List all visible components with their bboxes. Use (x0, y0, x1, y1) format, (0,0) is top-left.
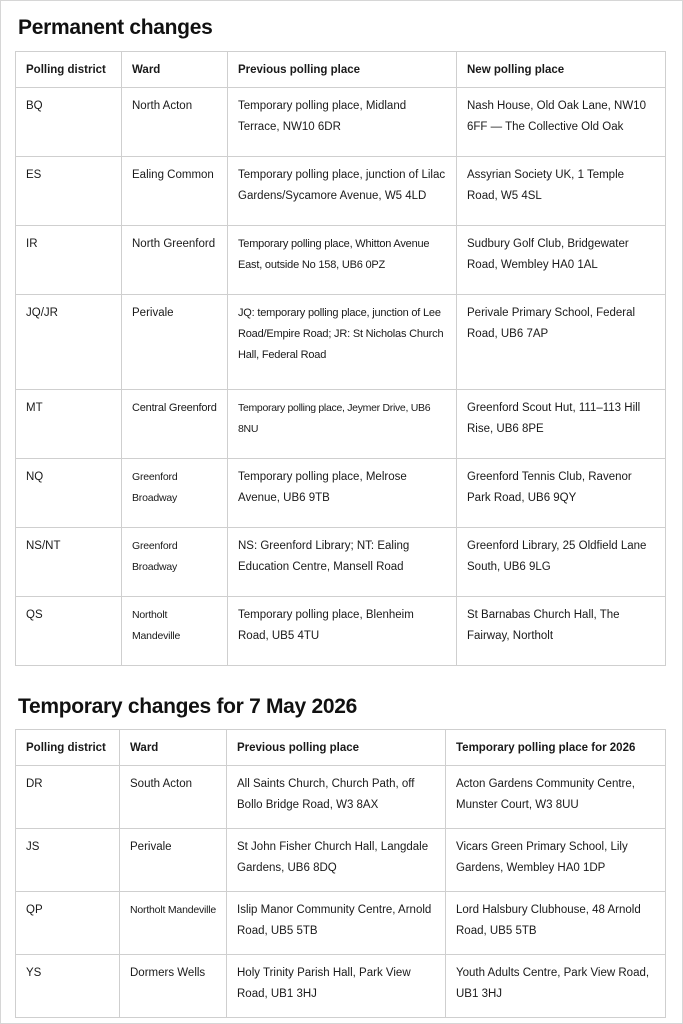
cell-ward: Northolt Mandeville (120, 892, 227, 955)
cell-new: Greenford Tennis Club, Ravenor Park Road, UB6 9QY (457, 459, 666, 528)
table-row (16, 528, 666, 597)
cell-new: Greenford Scout Hut, 111–113 Hill Rise, UB6 8PE (457, 390, 666, 459)
cell-new: Vicars Green Primary School, Lily Gardens, Wembley HA0 1DP (446, 829, 666, 892)
cell-ward: Greenford Broadway (122, 528, 228, 597)
cell-new: Perivale Primary School, Federal Road, UB6 7AP (457, 295, 666, 390)
table-row (16, 955, 666, 1018)
cell-previous: Islip Manor Community Centre, Arnold Road, UB5 5TB (227, 892, 446, 955)
cell-new: Sudbury Golf Club, Bridgewater Road, Wembley HA0 1AL (457, 226, 666, 295)
cell-previous: Holy Trinity Parish Hall, Park View Road, UB1 3HJ (227, 955, 446, 1018)
table-row (16, 829, 666, 892)
table-row (16, 157, 666, 226)
table-row (16, 88, 666, 157)
table-row (16, 766, 666, 829)
cell-previous: Temporary polling place, Midland Terrace, NW10 6DR (228, 88, 457, 157)
cell-new: Youth Adults Centre, Park View Road, UB1 3HJ (446, 955, 666, 1018)
cell-new: Acton Gardens Community Centre, Munster Court, W3 8UU (446, 766, 666, 829)
temporary-changes-heading: Temporary changes for 7 May 2026 (18, 695, 357, 718)
cell-district: ES (16, 157, 122, 226)
cell-district: DR (16, 766, 120, 829)
cell-previous: All Saints Church, Church Path, off Bollo Bridge Road, W3 8AX (227, 766, 446, 829)
cell-district: QP (16, 892, 120, 955)
cell-district: NS/NT (16, 528, 122, 597)
table-row (16, 892, 666, 955)
cell-district: YS (16, 955, 120, 1018)
table-row (16, 295, 666, 390)
permanent-changes-heading: Permanent changes (18, 16, 213, 39)
cell-ward: Northolt Mandeville (122, 597, 228, 666)
header-polling-district: Polling district (16, 52, 122, 88)
cell-district: NQ (16, 459, 122, 528)
table-header-row (16, 730, 666, 766)
cell-previous: NS: Greenford Library; NT: Ealing Education Centre, Mansell Road (228, 528, 457, 597)
cell-previous: Temporary polling place, junction of Lilac Gardens/Sycamore Avenue, W5 4LD (228, 157, 457, 226)
header-previous-polling-place: Previous polling place (228, 52, 457, 88)
cell-district: IR (16, 226, 122, 295)
cell-new: Assyrian Society UK, 1 Temple Road, W5 4SL (457, 157, 666, 226)
cell-previous: St John Fisher Church Hall, Langdale Gardens, UB6 8DQ (227, 829, 446, 892)
cell-new: Nash House, Old Oak Lane, NW10 6FF — The Collective Old Oak (457, 88, 666, 157)
cell-ward: South Acton (120, 766, 227, 829)
cell-district: JS (16, 829, 120, 892)
permanent-changes-table (15, 51, 666, 666)
cell-new: Lord Halsbury Clubhouse, 48 Arnold Road, UB5 5TB (446, 892, 666, 955)
header-polling-district: Polling district (16, 730, 120, 766)
cell-ward: Central Greenford (122, 390, 228, 459)
cell-new: St Barnabas Church Hall, The Fairway, Northolt (457, 597, 666, 666)
cell-previous: JQ: temporary polling place, junction of Lee Road/Empire Road; JR: St Nicholas Church Hall, Federal Road (228, 295, 457, 390)
temporary-changes-table (15, 729, 666, 1018)
cell-previous: Temporary polling place, Jeymer Drive, UB6 8NU (228, 390, 457, 459)
cell-new: Greenford Library, 25 Oldfield Lane South, UB6 9LG (457, 528, 666, 597)
header-temporary-polling-place: Temporary polling place for 2026 (446, 730, 666, 766)
cell-ward: Perivale (122, 295, 228, 390)
table-row (16, 459, 666, 528)
cell-district: BQ (16, 88, 122, 157)
header-new-polling-place: New polling place (457, 52, 666, 88)
cell-ward: Ealing Common (122, 157, 228, 226)
cell-district: QS (16, 597, 122, 666)
cell-previous: Temporary polling place, Blenheim Road, UB5 4TU (228, 597, 457, 666)
table-row (16, 390, 666, 459)
header-ward: Ward (120, 730, 227, 766)
cell-district: MT (16, 390, 122, 459)
cell-district: JQ/JR (16, 295, 122, 390)
table-row (16, 597, 666, 666)
cell-previous: Temporary polling place, Melrose Avenue, UB6 9TB (228, 459, 457, 528)
cell-ward: Dormers Wells (120, 955, 227, 1018)
header-ward: Ward (122, 52, 228, 88)
cell-ward: Perivale (120, 829, 227, 892)
table-header-row (16, 52, 666, 88)
cell-ward: Greenford Broadway (122, 459, 228, 528)
table-row (16, 226, 666, 295)
cell-ward: North Greenford (122, 226, 228, 295)
cell-previous: Temporary polling place, Whitton Avenue East, outside No 158, UB6 0PZ (228, 226, 457, 295)
header-previous-polling-place: Previous polling place (227, 730, 446, 766)
cell-ward: North Acton (122, 88, 228, 157)
